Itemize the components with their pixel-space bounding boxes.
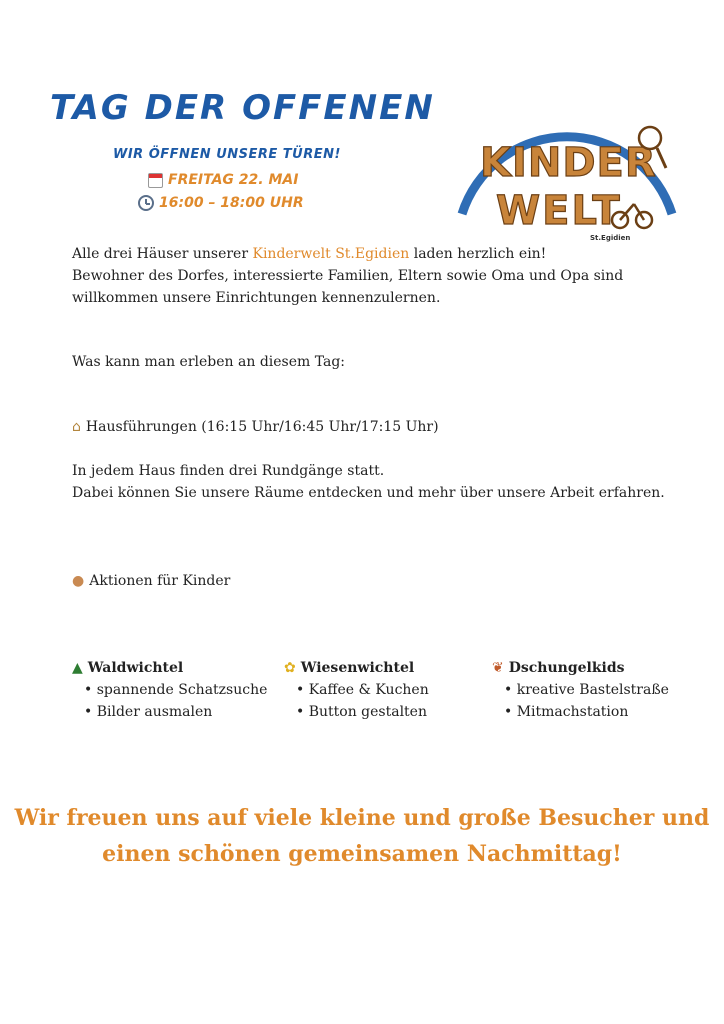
flower-icon: ✿ <box>284 660 296 676</box>
activities-heading <box>72 570 230 592</box>
tours-heading <box>72 416 439 438</box>
intro-paragraph <box>72 243 623 309</box>
palette-icon: ● <box>72 573 85 589</box>
group-dschungelkids <box>492 657 669 723</box>
list-item: • Mitmachstation <box>492 701 669 723</box>
list-item: • kreative Bastelstraße <box>492 679 669 701</box>
event-date-text: FREITAG 22. MAI <box>168 172 299 188</box>
list-item: • Kaffee & Kuchen <box>284 679 429 701</box>
clock-icon <box>138 195 154 211</box>
event-subtitle: WIR ÖFFNEN UNSERE TÜREN! <box>113 147 341 162</box>
intro-line-1: Alle drei Häuser unserer Kinderwelt St.Egidien laden herzlich ein! <box>72 246 547 262</box>
tree-icon: ▲ <box>72 660 83 676</box>
group-waldwichtel <box>72 657 267 723</box>
group-name: Dschungelkids <box>508 660 625 676</box>
group-name: Waldwichtel <box>87 660 184 676</box>
group-name: Wiesenwichtel <box>300 660 415 676</box>
logo-tagline: St.Egidien <box>590 234 631 242</box>
intro-line-3: willkommen unsere Einrichtungen kennenzulernen. <box>72 290 441 306</box>
closing-line-2: einen schönen gemeinsamen Nachmittag! <box>102 841 622 867</box>
list-item: • Button gestalten <box>284 701 429 723</box>
kinderwelt-highlight: Kinderwelt St.Egidien <box>252 246 410 262</box>
activities-label: Aktionen für Kinder <box>89 573 231 589</box>
list-item: • Bilder ausmalen <box>72 701 267 723</box>
closing-message <box>0 800 724 872</box>
squirrel-icon: ❦ <box>492 660 504 676</box>
event-date <box>148 172 298 188</box>
tours-line-1: In jedem Haus finden drei Rundgänge statt. <box>72 463 385 479</box>
house-icon: ⌂ <box>72 419 81 435</box>
group-wiesenwichtel <box>284 657 429 723</box>
tours-description <box>72 460 665 504</box>
intro-line-2: Bewohner des Dorfes, interessierte Familien, Eltern sowie Oma und Opa sind <box>72 268 624 284</box>
kinderwelt-logo <box>450 76 682 246</box>
event-time-text: 16:00 – 18:00 UHR <box>159 195 304 211</box>
closing-line-1: Wir freuen uns auf viele kleine und große Besucher und <box>14 805 710 831</box>
logo-word-kinder: KINDER <box>480 140 657 186</box>
event-time <box>138 195 304 211</box>
logo-word-welt: WELT <box>496 188 622 234</box>
event-title: TAG DER OFFENEN <box>50 88 435 128</box>
list-item: • spannende Schatzsuche <box>72 679 267 701</box>
tours-label: Hausführungen (16:15 Uhr/16:45 Uhr/17:15 Uhr) <box>85 419 439 435</box>
calendar-icon <box>148 173 163 188</box>
tours-line-2: Dabei können Sie unsere Räume entdecken und mehr über unsere Arbeit erfahren. <box>72 485 665 501</box>
question-line: Was kann man erleben an diesem Tag: <box>72 354 346 370</box>
